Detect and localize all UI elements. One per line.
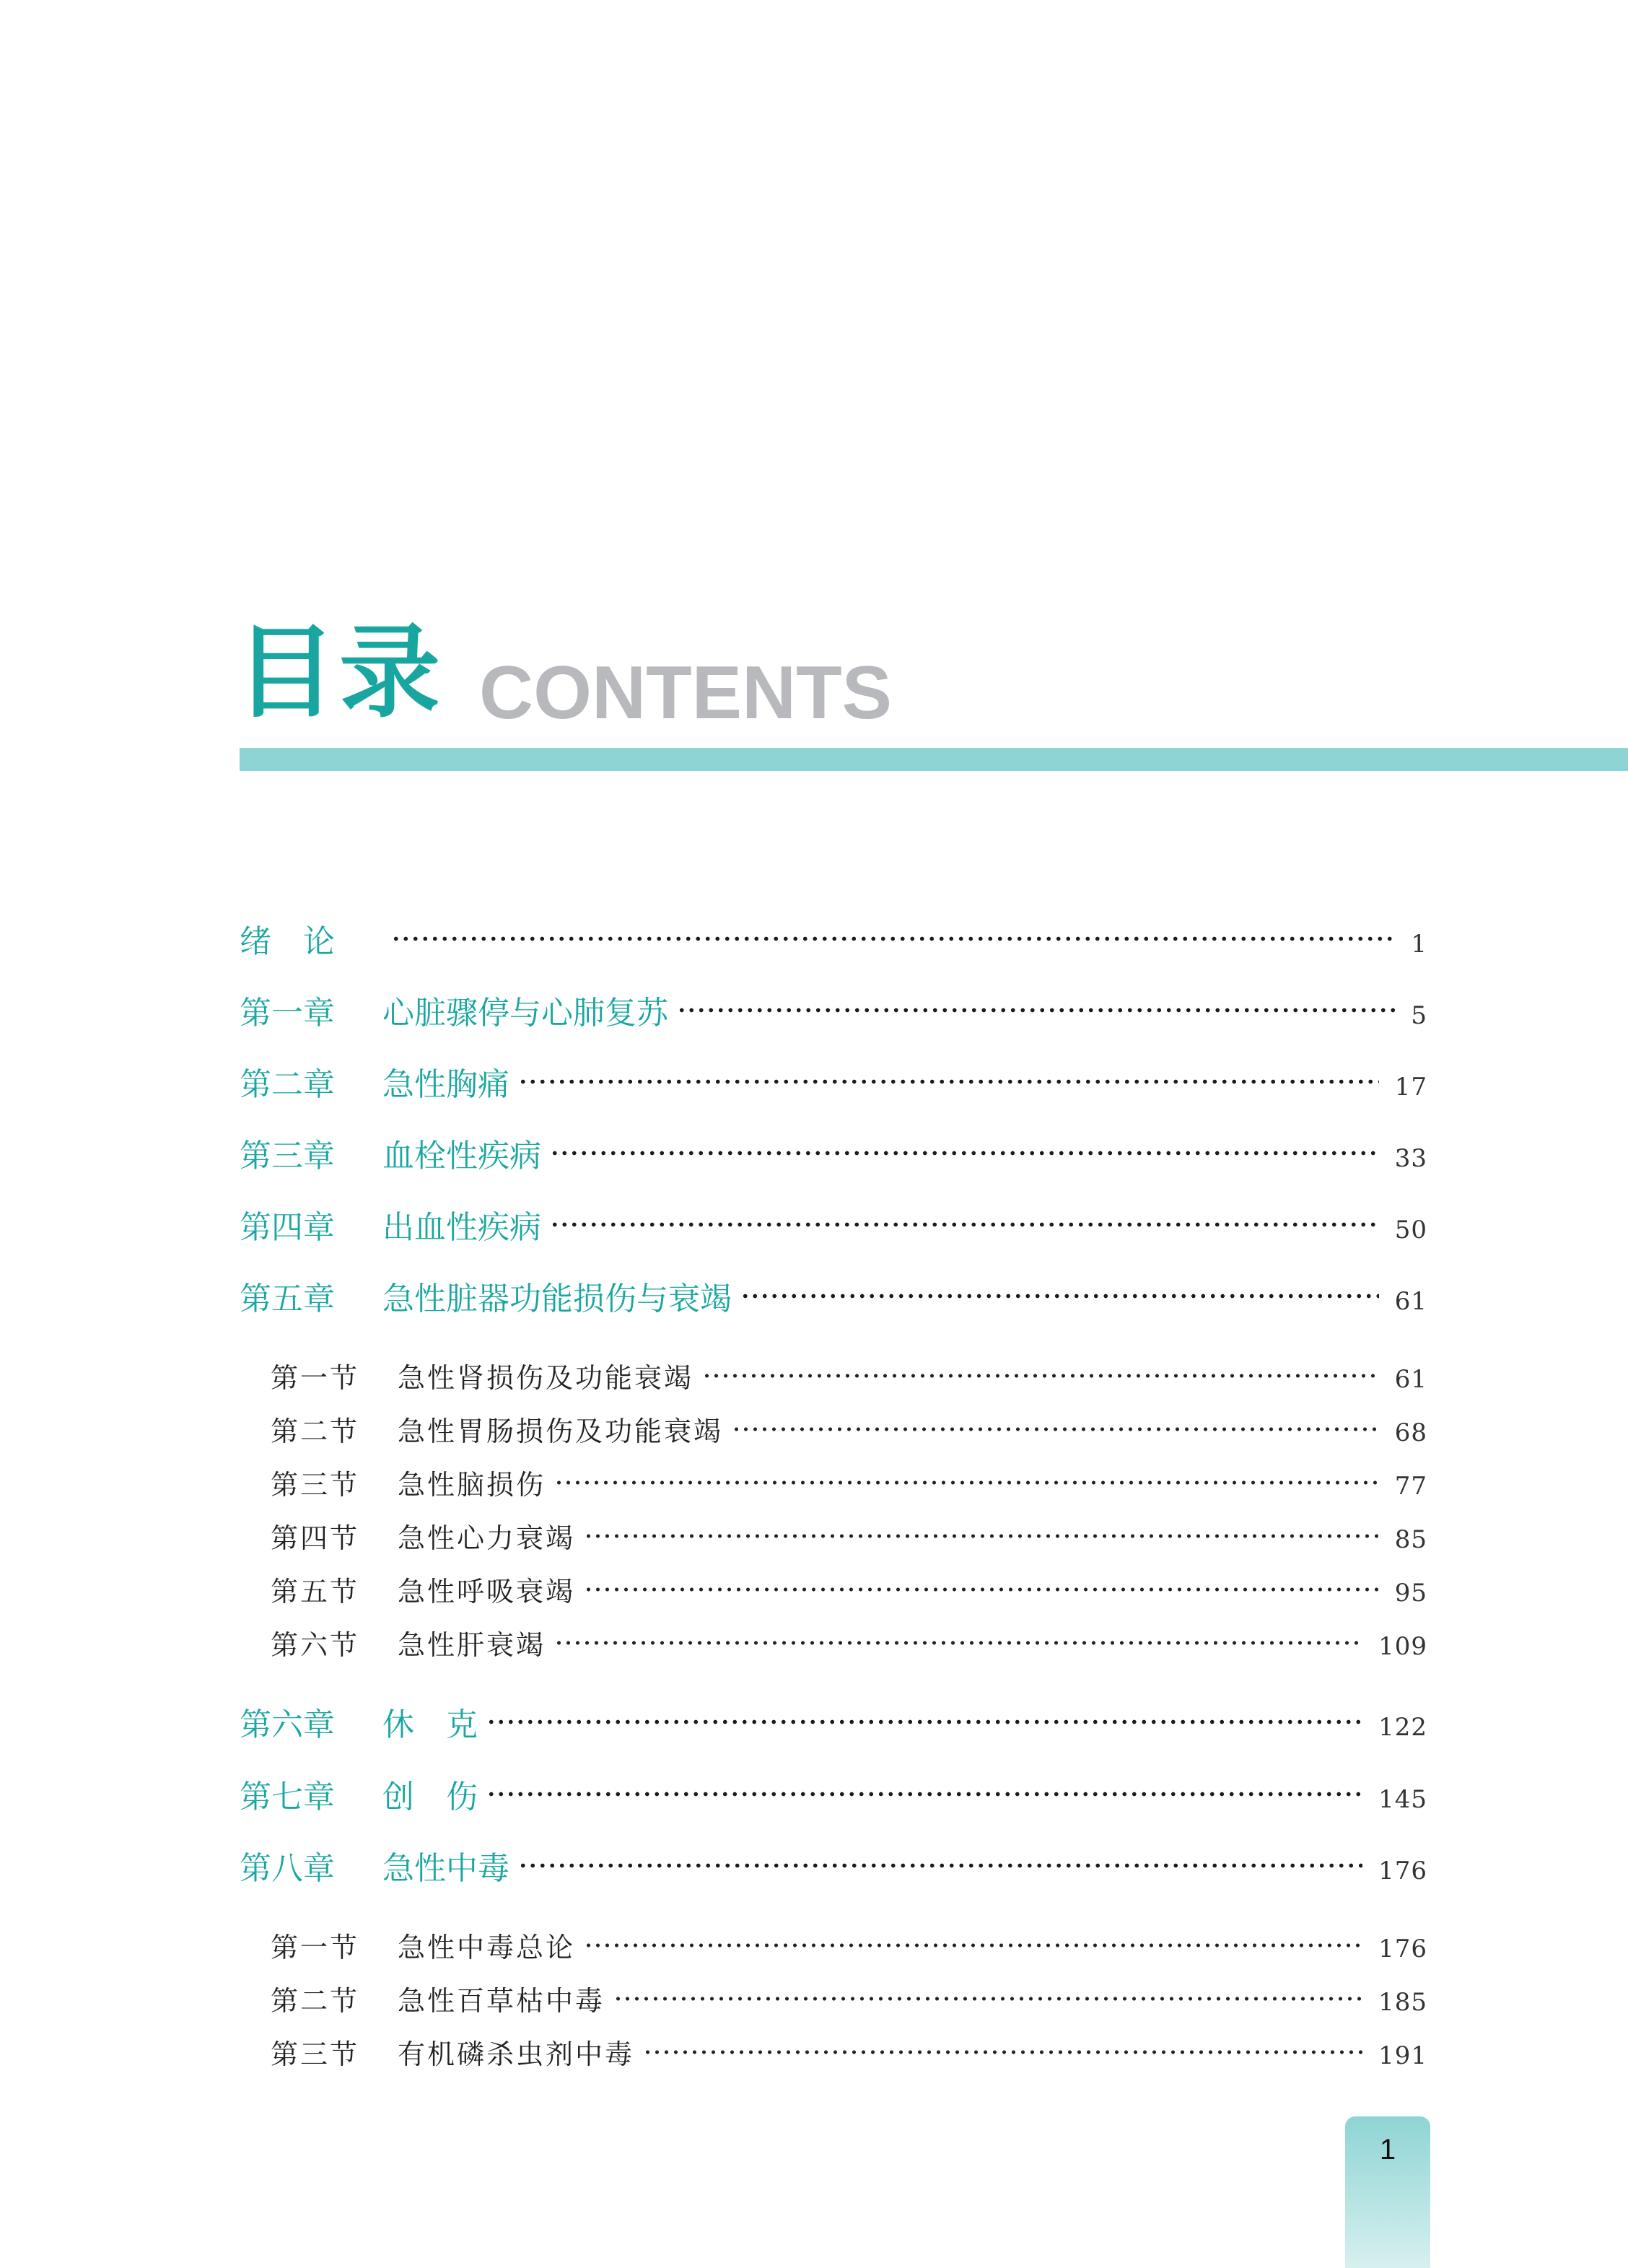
toc-entry-title: 心脏骤停与心肺复苏 xyxy=(382,995,668,1031)
toc-entry-page: 33 xyxy=(1394,1144,1427,1173)
toc-entry-title: 急性中毒 xyxy=(382,1850,509,1887)
toc-entry-chapter-2[interactable] xyxy=(240,1058,1427,1104)
toc-entry-section-5-5[interactable] xyxy=(271,1569,1427,1609)
page-number-tab xyxy=(1345,2116,1430,2268)
dot-leader xyxy=(518,1863,1362,1868)
toc-entry-title: 急性胃肠损伤及功能衰竭 xyxy=(398,1416,724,1447)
toc-entry-title: 出血性疾病 xyxy=(382,1209,541,1246)
toc-entry-title: 血栓性疾病 xyxy=(382,1138,541,1174)
toc-entry-title: 休 克 xyxy=(382,1706,478,1743)
dot-leader xyxy=(391,936,1395,941)
toc-entry-page: 95 xyxy=(1394,1579,1427,1608)
dot-leader xyxy=(613,1997,1362,2001)
dot-leader xyxy=(486,1792,1362,1797)
toc-entry-label: 第一节 xyxy=(271,1362,360,1394)
toc-entry-page: 17 xyxy=(1394,1073,1427,1102)
toc-entry-page: 5 xyxy=(1411,1001,1427,1030)
toc-entry-page: 109 xyxy=(1378,1632,1427,1661)
dot-leader xyxy=(702,1374,1379,1378)
toc-entry-label: 第八章 xyxy=(240,1850,335,1887)
toc-entry-title: 急性百草枯中毒 xyxy=(398,1985,605,2017)
toc-entry-label: 第二章 xyxy=(240,1066,335,1103)
toc-entry-title: 急性呼吸衰竭 xyxy=(398,1576,576,1608)
toc-entry-page: 176 xyxy=(1378,1857,1427,1885)
toc-entry-label: 第五节 xyxy=(271,1576,360,1608)
toc-entry-title: 急性肝衰竭 xyxy=(398,1629,546,1661)
title-chinese: 目录 xyxy=(235,614,444,732)
toc-entry-section-8-1[interactable] xyxy=(271,1925,1427,1965)
toc-entry-title: 急性脏器功能损伤与衰竭 xyxy=(382,1281,732,1317)
dot-leader xyxy=(554,1641,1362,1645)
dot-leader xyxy=(554,1480,1379,1485)
toc-entry-section-8-3[interactable] xyxy=(271,2032,1427,2072)
toc-entry-title: 急性中毒总论 xyxy=(398,1932,576,1963)
dot-leader xyxy=(732,1427,1379,1431)
toc-entry-chapter-4[interactable] xyxy=(240,1201,1427,1247)
toc-entry-page: 122 xyxy=(1378,1713,1427,1742)
toc-entry-title: 创 伤 xyxy=(382,1779,478,1815)
dot-leader xyxy=(486,1719,1362,1724)
toc-entry-page: 50 xyxy=(1394,1216,1427,1244)
toc-entry-chapter-6[interactable] xyxy=(240,1698,1427,1745)
toc-entry-title: 急性胸痛 xyxy=(382,1066,509,1103)
dot-leader xyxy=(518,1079,1379,1084)
toc-entry-label: 第四章 xyxy=(240,1209,335,1246)
toc-entry-label: 第三节 xyxy=(271,1469,360,1501)
toc-entry-page: 145 xyxy=(1378,1785,1427,1814)
toc-entry-label: 第六节 xyxy=(271,1629,360,1661)
toc-entry-introduction[interactable] xyxy=(240,915,1427,961)
toc-entry-page: 77 xyxy=(1394,1472,1427,1501)
toc-entry-section-5-4[interactable] xyxy=(271,1516,1427,1556)
toc-entry-section-5-1[interactable] xyxy=(271,1356,1427,1395)
dot-leader xyxy=(584,1534,1379,1538)
toc-entry-page: 61 xyxy=(1394,1287,1427,1316)
dot-leader xyxy=(677,1008,1395,1013)
toc-entry-page: 176 xyxy=(1378,1935,1427,1963)
toc-entry-title: 急性肾损伤及功能衰竭 xyxy=(398,1362,694,1394)
toc-entry-label: 第一节 xyxy=(271,1932,360,1963)
toc-entry-page: 1 xyxy=(1411,930,1427,959)
toc-entry-chapter-3[interactable] xyxy=(240,1130,1427,1176)
toc-entry-page: 185 xyxy=(1378,1988,1427,2017)
toc-entry-chapter-1[interactable] xyxy=(240,987,1427,1033)
toc-entry-label: 第六章 xyxy=(240,1706,335,1743)
title-underline-bar xyxy=(240,748,1628,771)
toc-entry-label: 第四节 xyxy=(271,1522,360,1554)
toc-entry-section-5-6[interactable] xyxy=(271,1623,1427,1662)
toc-entry-section-5-3[interactable] xyxy=(271,1462,1427,1502)
toc-entry-label: 绪 论 xyxy=(240,923,335,960)
toc-entry-page: 85 xyxy=(1394,1525,1427,1554)
toc-entry-chapter-7[interactable] xyxy=(240,1771,1427,1817)
toc-entry-chapter-5[interactable] xyxy=(240,1273,1427,1319)
toc-entry-page: 61 xyxy=(1394,1365,1427,1394)
toc-entry-section-5-2[interactable] xyxy=(271,1409,1427,1449)
page-number: 1 xyxy=(1379,2134,1396,2165)
toc-entry-label: 第三节 xyxy=(271,2038,360,2070)
title-english: CONTENTS xyxy=(479,651,892,735)
dot-leader xyxy=(584,1943,1362,1948)
toc-entry-chapter-8[interactable] xyxy=(240,1842,1427,1888)
dot-leader xyxy=(550,1151,1379,1156)
dot-leader xyxy=(550,1222,1379,1227)
toc-entry-label: 第一章 xyxy=(240,995,335,1031)
dot-leader xyxy=(584,1587,1379,1592)
toc-entry-label: 第二节 xyxy=(271,1416,360,1447)
toc-entry-page: 68 xyxy=(1394,1418,1427,1447)
toc-entry-label: 第五章 xyxy=(240,1281,335,1317)
dot-leader xyxy=(643,2050,1362,2054)
toc-entry-label: 第二节 xyxy=(271,1985,360,2017)
toc-entry-title: 急性心力衰竭 xyxy=(398,1522,576,1554)
toc-entry-title: 急性脑损伤 xyxy=(398,1469,546,1501)
toc-entry-page: 191 xyxy=(1378,2041,1427,2070)
dot-leader xyxy=(740,1294,1379,1299)
toc-entry-title: 有机磷杀虫剂中毒 xyxy=(398,2038,635,2070)
toc-entry-section-8-2[interactable] xyxy=(271,1979,1427,2018)
toc-entry-label: 第三章 xyxy=(240,1138,335,1174)
toc-entry-label: 第七章 xyxy=(240,1779,335,1815)
